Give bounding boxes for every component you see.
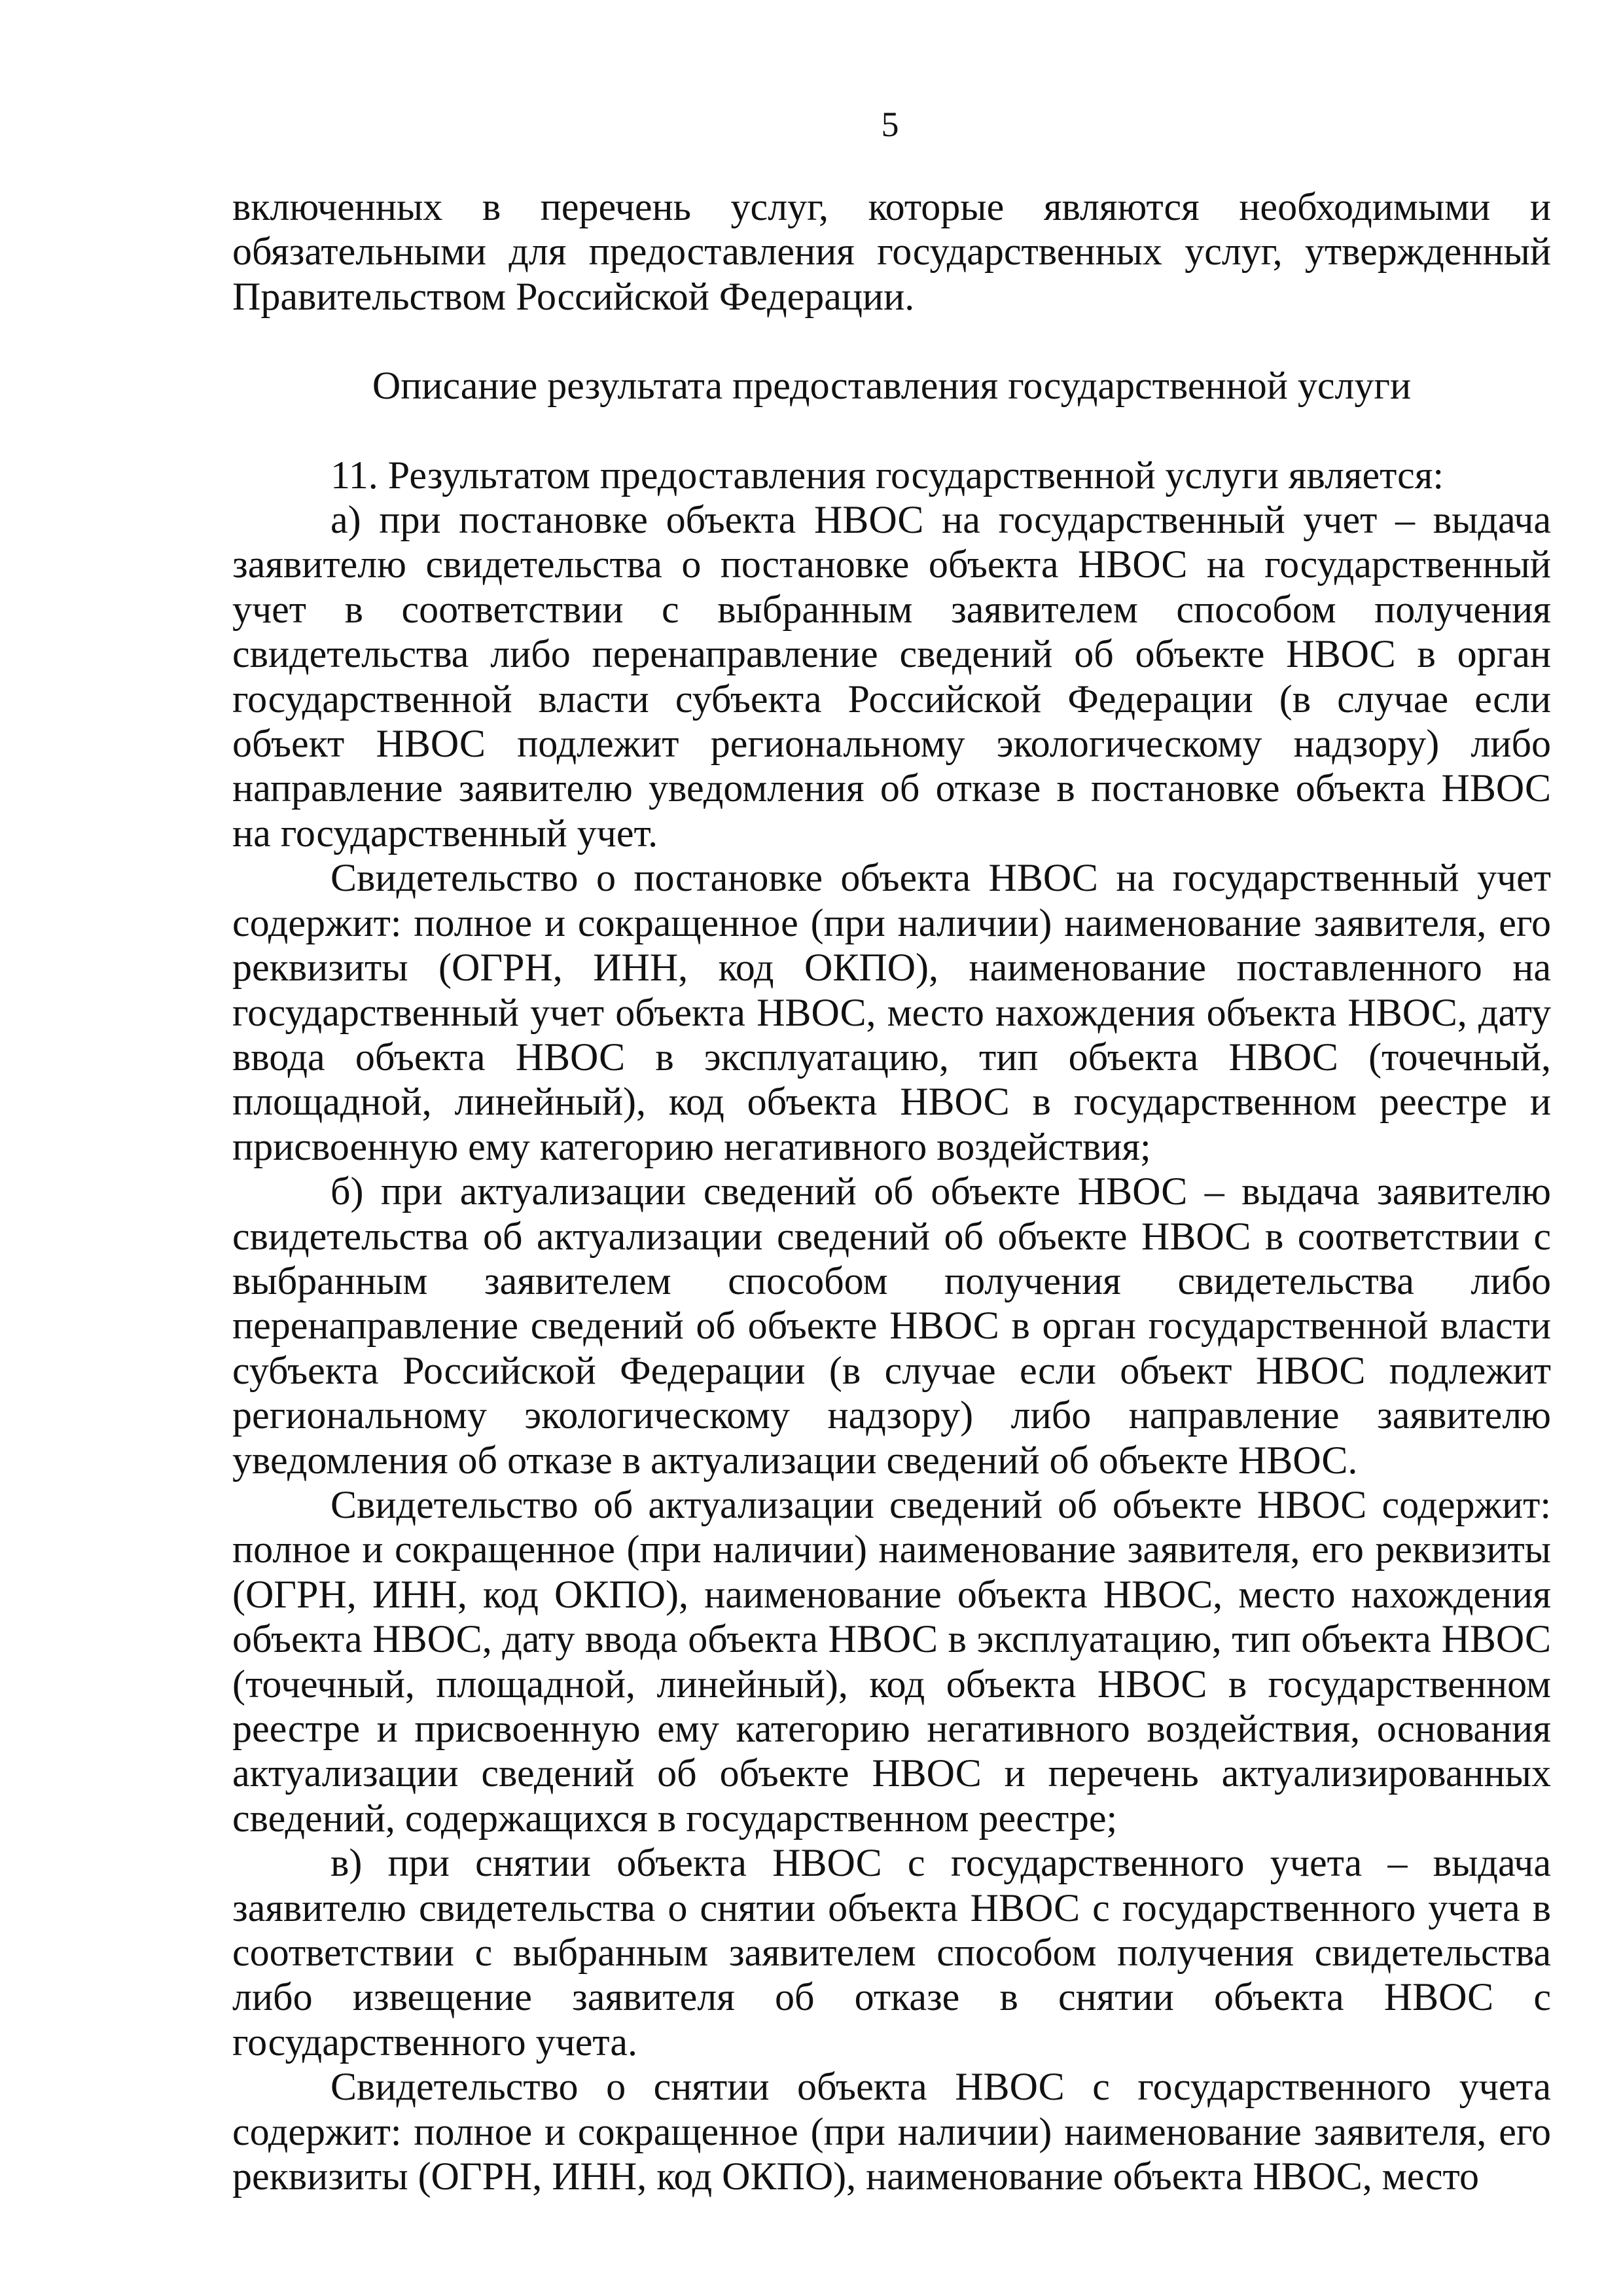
paragraph-item-11: 11. Результатом предоставления государственной услуги является: <box>330 453 1444 497</box>
section-heading: Описание результата предоставления государственной услуги <box>372 364 1412 408</box>
paragraph-subitem-v: в) при снятии объекта НВОС с государственного учета – выдача заявителю свидетельства о снятии объекта НВОС с государственного учета в соответствии с выбранным заявителем способом получения свидетельства либо извещение заявителя об отказе в снятии объекта НВОС с государственного учета. <box>232 1841 1551 2064</box>
intro-continuation-paragraph: включенных в перечень услуг, которые являются необходимыми и обязательными для предоставления государственных услуг, утвержденный Правительством Российской Федерации. <box>232 185 1551 318</box>
document-body <box>232 185 1551 2198</box>
page-number: 5 <box>881 105 899 144</box>
paragraph-subitem-a: а) при постановке объекта НВОС на государственный учет – выдача заявителю свидетельства о постановке объекта НВОС на государственный учет в соответствии с выбранным заявителем способом получения свидетельства либо перенаправление сведений об объекте НВОС в орган государственной власти субъекта Российской Федерации (в случае если объект НВОС подлежит региональному экологическому надзору) либо направление заявителю уведомления об отказе в постановке объекта НВОС на государственный учет. <box>232 498 1551 855</box>
paragraph-subitem-b: б) при актуализации сведений об объекте НВОС – выдача заявителю свидетельства об актуализации сведений об объекте НВОС в соответствии с выбранным заявителем способом получения свидетельства либо перенаправление сведений об объекте НВОС в орган государственной власти субъекта Российской Федерации (в случае если объект НВОС подлежит региональному экологическому надзору) либо направление заявителю уведомления об отказе в актуализации сведений об объекте НВОС. <box>232 1170 1551 1482</box>
paragraph-certificate-registration: Свидетельство о постановке объекта НВОС на государственный учет содержит: полное и сокращенное (при наличии) наименование заявителя, его реквизиты (ОГРН, ИНН, код ОКПО), наименование поставленного на государственный учет объекта НВОС, место нахождения объекта НВОС, дату ввода объекта НВОС в эксплуатацию, тип объекта НВОС (точечный, площадной, линейный), код объекта НВОС в государственном реестре и присвоенную ему категорию негативного воздействия; <box>232 856 1551 1168</box>
paragraph-certificate-update: Свидетельство об актуализации сведений об объекте НВОС содержит: полное и сокращенное (при наличии) наименование заявителя, его реквизиты (ОГРН, ИНН, код ОКПО), наименование объекта НВОС, место нахождения объекта НВОС, дату ввода объекта НВОС в эксплуатацию, тип объекта НВОС (точечный, площадной, линейный), код объекта НВОС в государственном реестре и присвоенную ему категорию негативного воздействия, основания актуализации сведений об объекте НВОС и перечень актуализированных сведений, содержащихся в государственном реестре; <box>232 1482 1551 1840</box>
paragraph-certificate-deregistration: Свидетельство о снятии объекта НВОС с государственного учета содержит: полное и сокращенное (при наличии) наименование заявителя, его реквизиты (ОГРН, ИНН, код ОКПО), наименование объекта НВОС, место <box>232 2065 1551 2198</box>
